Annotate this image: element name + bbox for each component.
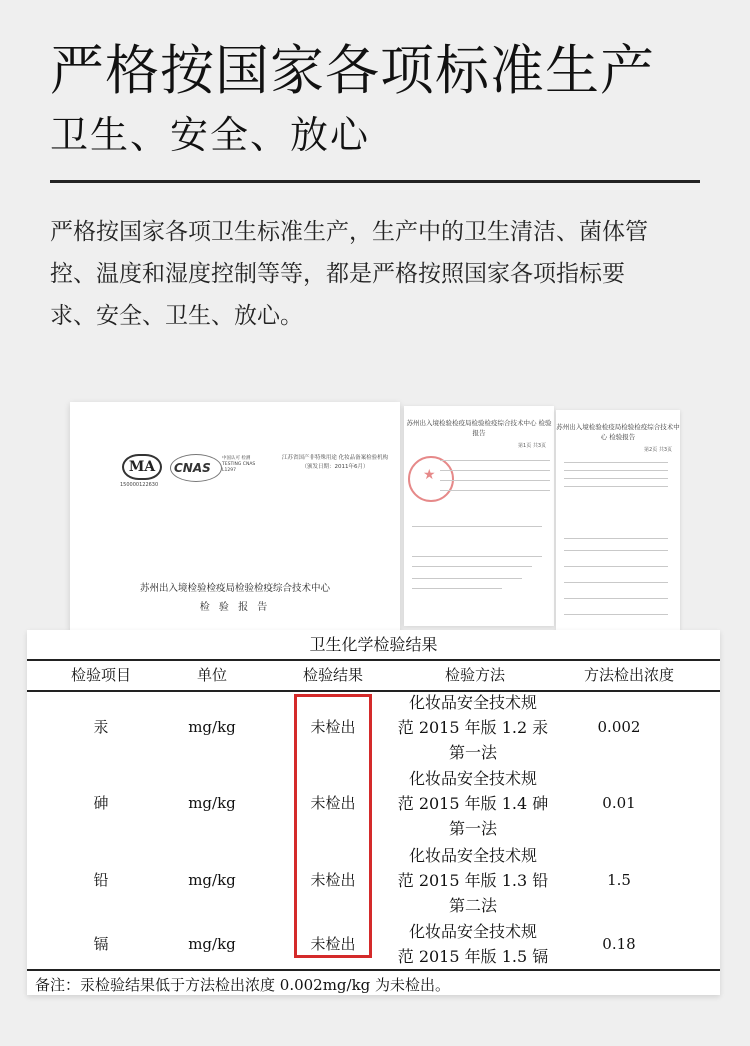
cnas-logo: CNAS bbox=[174, 458, 218, 478]
text-line bbox=[412, 526, 542, 527]
text-line bbox=[564, 550, 668, 551]
result-column-highlight bbox=[294, 694, 372, 958]
column-header: 方法检出浓度 bbox=[583, 666, 674, 684]
red-seal-stamp bbox=[408, 456, 454, 502]
text-line bbox=[564, 538, 668, 539]
text-line bbox=[412, 588, 502, 589]
method-line: 第二法 bbox=[448, 896, 497, 915]
text-line bbox=[412, 578, 522, 579]
report-page-number: 第1页 共3页 bbox=[518, 443, 546, 449]
table-rule-header bbox=[27, 690, 720, 692]
method-line: 第一法 bbox=[448, 743, 497, 762]
table-rule-top bbox=[27, 659, 720, 661]
text-line bbox=[564, 614, 668, 615]
table-rule-bottom bbox=[27, 969, 720, 971]
description-line: 严格按国家各项卫生标准生产，生产中的卫生清洁、菌体管 bbox=[50, 219, 648, 245]
text-line bbox=[440, 490, 550, 491]
row-unit: mg/kg bbox=[188, 871, 236, 889]
method-line: 范 2015 年版 1.3 铅 bbox=[397, 871, 549, 890]
cover-title: 检 验 报 告 bbox=[199, 602, 271, 613]
table-note: 备注：汞检验结果低于方法检出浓度 0.002mg/kg 为未检出。 bbox=[35, 976, 451, 994]
row-unit: mg/kg bbox=[188, 718, 236, 736]
report-page-2 bbox=[556, 410, 680, 630]
cover-qualification: 江苏省国产非特殊用途 化妆品备案检验机构 （颁发日期：2011年6月） bbox=[281, 455, 389, 470]
report-page-number: 第2页 共3页 bbox=[644, 447, 672, 453]
text-line bbox=[412, 556, 542, 557]
row-method bbox=[390, 843, 556, 918]
column-header: 单位 bbox=[196, 666, 227, 684]
text-line bbox=[440, 480, 550, 481]
description-line: 控、温度和湿度控制等等，都是严格按照国家各项指标要 bbox=[50, 261, 625, 287]
report-page-heading: 苏州出入境检验检疫局检验检疫综合技术中心 检验报告 bbox=[406, 419, 552, 437]
report-page-heading: 苏州出入境检验检疫局检验检疫综合技术中心 检验报告 bbox=[556, 423, 680, 441]
ma-logo: MA bbox=[122, 454, 162, 480]
row-limit: 0.01 bbox=[602, 794, 636, 812]
row-result: 未检出 bbox=[310, 871, 356, 889]
method-line: 化妆品安全技术规 bbox=[408, 846, 537, 865]
text-line bbox=[564, 462, 668, 463]
method-line: 范 2015 年版 1.5 镉 bbox=[397, 947, 549, 966]
method-line: 化妆品安全技术规 bbox=[408, 769, 537, 788]
row-method bbox=[390, 690, 556, 765]
ma-code: 150000122630 bbox=[120, 482, 159, 488]
method-line: 化妆品安全技术规 bbox=[408, 922, 537, 941]
cover-institution: 苏州出入境检验检疫局检验检疫综合技术中心 bbox=[139, 583, 330, 594]
row-item: 砷 bbox=[93, 794, 109, 812]
row-result: 未检出 bbox=[310, 718, 356, 736]
text-line bbox=[564, 470, 668, 471]
row-method bbox=[390, 766, 556, 841]
hygiene-chemical-test-results bbox=[27, 630, 720, 995]
cnas-text: 中国认可 检测 TESTING CNAS L1297 bbox=[222, 456, 256, 473]
row-item: 汞 bbox=[93, 718, 109, 736]
text-line bbox=[564, 486, 668, 487]
text-line bbox=[564, 478, 668, 479]
description bbox=[50, 211, 710, 337]
method-line: 范 2015 年版 1.2 汞 bbox=[397, 718, 549, 737]
row-limit: 0.002 bbox=[597, 718, 641, 736]
report-page-1 bbox=[404, 406, 554, 626]
method-line: 范 2015 年版 1.4 砷 bbox=[397, 794, 549, 813]
text-line bbox=[564, 566, 668, 567]
description-line: 求、安全、卫生、放心。 bbox=[50, 303, 303, 329]
report-cover bbox=[70, 402, 400, 630]
row-result: 未检出 bbox=[310, 935, 356, 953]
text-line bbox=[564, 598, 668, 599]
text-line bbox=[412, 566, 532, 567]
row-limit: 0.18 bbox=[602, 935, 636, 953]
row-unit: mg/kg bbox=[188, 794, 236, 812]
row-result: 未检出 bbox=[310, 794, 356, 812]
page-subtitle: 卫生、安全、放心 bbox=[50, 113, 371, 157]
table-title: 卫生化学检验结果 bbox=[309, 635, 438, 654]
column-header: 检验结果 bbox=[302, 666, 363, 684]
text-line bbox=[440, 460, 550, 461]
method-line: 化妆品安全技术规 bbox=[408, 693, 537, 712]
column-header: 检验方法 bbox=[444, 666, 505, 684]
method-line: 第一法 bbox=[448, 819, 497, 838]
row-item: 镉 bbox=[93, 935, 109, 953]
row-item: 铅 bbox=[93, 871, 109, 889]
column-header: 检验项目 bbox=[70, 666, 131, 684]
row-method bbox=[390, 919, 556, 969]
divider bbox=[50, 180, 700, 183]
page-title: 严格按国家各项标准生产 bbox=[50, 39, 655, 102]
row-limit: 1.5 bbox=[607, 871, 631, 889]
row-unit: mg/kg bbox=[188, 935, 236, 953]
text-line bbox=[564, 582, 668, 583]
text-line bbox=[440, 470, 550, 471]
